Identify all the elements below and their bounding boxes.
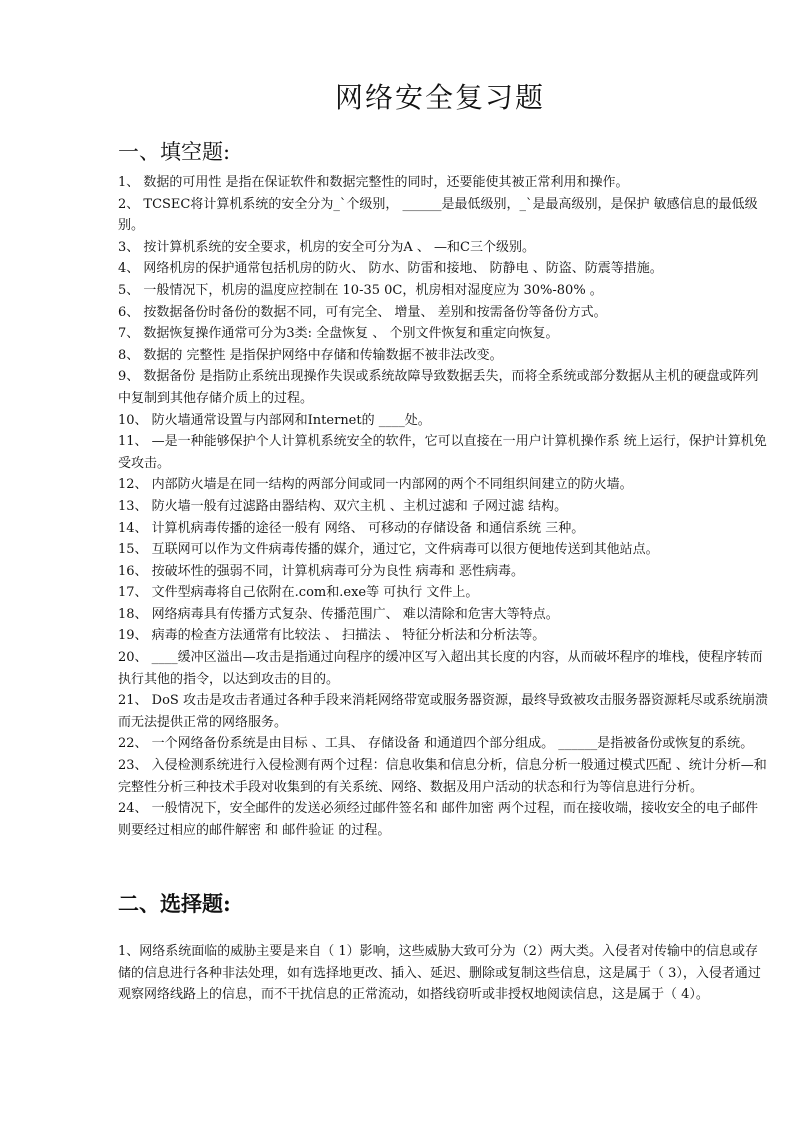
- list-item: 11、 —是一种能够保护个人计算机系统安全的软件，它可以直接在一用户计算机操作系 统上运行，保护计算机免受攻击。: [118, 434, 767, 471]
- list-item: 14、 计算机病毒传播的途径一般有 网络、 可移动的存储设备 和通信系统 三种。: [118, 520, 585, 536]
- list-item: 5、 一般情况下，机房的温度应控制在 10-35 0C，机房相对湿度应为 30%-80% 。: [118, 282, 603, 298]
- list-item: 20、 ____缓冲区溢出—攻击是指通过向程序的缓冲区写入超出其长度的内容，从而破坏程序的堆栈，使程序转而执行其他的指令，以达到攻击的目的。: [118, 650, 763, 687]
- list-item: 12、 内部防火墙是在同一结构的两部分间或同一内部网的两个不同组织间建立的防火墙。: [118, 477, 633, 493]
- section-heading-choice: 二、选择题:: [118, 891, 231, 916]
- list-item: 17、 文件型病毒将自己依附在.com和.exe等 可执行 文件上。: [118, 585, 479, 601]
- list-item: 10、 防火墙通常设置与内部网和Internet的 ____处。: [118, 412, 431, 428]
- list-item: 22、 一个网络备份系统是由目标 、工具、 存储设备 和通道四个部分组成。 ______是指被备份或恢复的系统。: [118, 736, 754, 752]
- fill-in-list: [118, 172, 768, 841]
- list-item: 7、 数据恢复操作通常可分为3类: 全盘恢复 、 个别文件恢复和重定向恢复。: [118, 326, 559, 342]
- list-item: 23、 入侵检测系统进行入侵检测有两个过程：信息收集和信息分析，信息分析一般通过模式匹配 、统计分析—和完整性分析三种技术手段对收集到的有关系统、网络、数据及用户活动的状态和行为等信息进行分析。: [118, 758, 767, 795]
- list-item: 3、 按计算机系统的安全要求，机房的安全可分为A 、 —和C三个级别。: [118, 239, 536, 255]
- section-heading-fill-in: 一、填空题:: [118, 140, 231, 164]
- list-item: 1、 数据的可用性 是指在保证软件和数据完整性的同时，还要能使其被正常利用和操作。: [118, 175, 629, 190]
- list-item: 15、 互联网可以作为文件病毒传播的媒介，通过它，文件病毒可以很方便地传送到其他站点。: [118, 542, 659, 558]
- page-title: 网络安全复习题: [334, 81, 545, 114]
- list-item: 18、 网络病毒具有传播方式复杂、传播范围广、 难以清除和危害大等特点。: [118, 606, 559, 622]
- list-item: 2、 TCSEC将计算机系统的安全分为_`个级别， ______是最低级别，_`是最高级别，是保护 敏感信息的最低级别。: [118, 196, 758, 234]
- list-item: 19、 病毒的检查方法通常有比较法 、 扫描法 、 特征分析法和分析法等。: [118, 628, 546, 644]
- list-item: 9、 数据备份 是指防止系统出现操作失误或系统故障导致数据丢失，而将全系统或部分数据从主机的硬盘或阵列中复制到其他存储介质上的过程。: [118, 369, 759, 406]
- list-item: 4、 网络机房的保护通常包括机房的防火、 防水、防雷和接地、 防静电 、防盗、防震等措施。: [118, 261, 663, 277]
- list-item: 8、 数据的 完整性 是指保护网络中存储和传输数据不被非法改变。: [118, 347, 503, 363]
- list-item: 21、 DoS 攻击是攻击者通过各种手段来消耗网络带宽或服务器资源，最终导致被攻击服务器资源耗尽或系统崩溃而无法提供正常的网络服务。: [118, 693, 768, 730]
- list-item: 13、 防火墙一般有过滤路由器结构、双穴主机 、主机过滤和 子网过滤 结构。: [118, 498, 568, 514]
- list-item: 6、 按数据备份时备份的数据不同，可有完全、 增量、 差别和按需备份等备份方式。: [118, 304, 607, 320]
- choice-question-1: 1、网络系统面临的威胁主要是来自（ 1）影响，这些威胁大致可分为（2）两大类。入侵者对传输中的信息或存储的信息进行各种非法处理，如有选择地更改、插入、延迟、删除或复制这些信息，这是属于（ 3），入侵者通过观察网络线路上的信息，而不干扰信息的正常流动，如搭线窃听或非授权地阅读信息，这是属于（ 4）。: [118, 944, 761, 1003]
- list-item: 16、 按破坏性的强弱不同，计算机病毒可分为良性 病毒和 恶性病毒。: [118, 563, 524, 579]
- list-item: 24、 一般情况下，安全邮件的发送必须经过邮件签名和 邮件加密 两个过程，而在接收端，接收安全的电子邮件则要经过相应的邮件解密 和 邮件验证 的过程。: [118, 801, 758, 838]
